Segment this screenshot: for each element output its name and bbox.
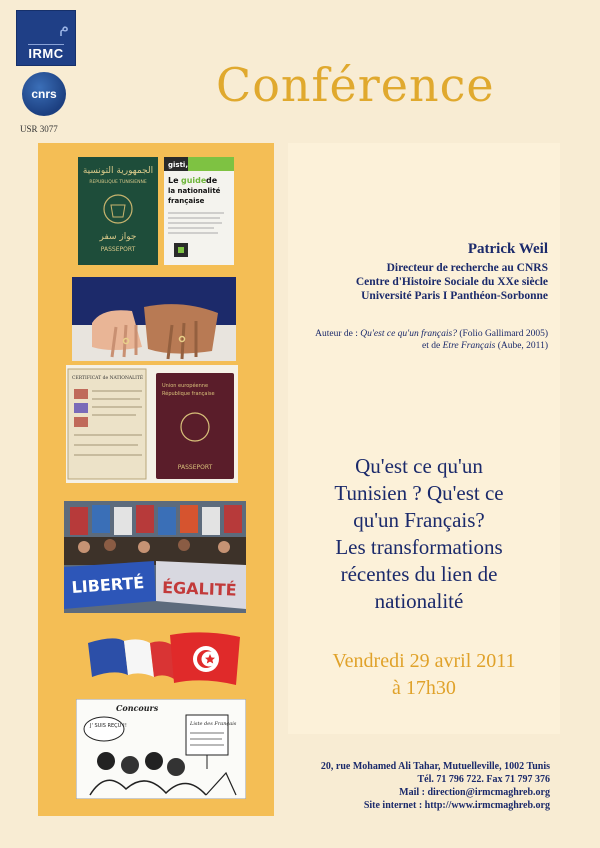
speaker-center: Centre d'Histoire Sociale du XXe siècle	[355, 276, 548, 288]
svg-text:الجمهورية التونسية: الجمهورية التونسية	[82, 166, 154, 176]
speaker-university: Université Paris I Panthéon-Sorbonne	[361, 290, 548, 302]
info-panel	[288, 143, 560, 734]
event-time: à 17h30	[392, 677, 456, 699]
irmc-logo-arabic: م	[59, 17, 69, 36]
banner-liberte: LIBERTÉ	[70, 572, 145, 597]
cnrs-logo	[22, 72, 66, 116]
nationality-guide-book-image	[164, 157, 234, 265]
fr-passport-label: PASSEPORT	[177, 464, 213, 471]
contact-info	[288, 760, 550, 812]
svg-text:la nationalité: la nationalité	[168, 187, 221, 195]
fr-passport-country: République française	[162, 391, 215, 397]
svg-text:Le: Le	[168, 176, 179, 185]
svg-text:جواز سفر: جواز سفر	[99, 232, 137, 242]
cartoon-bubble: J' SUIS REÇU !!	[90, 723, 127, 729]
speaker-name: Patrick Weil	[467, 241, 548, 257]
tn-passport-title: REPUBLIQUE TUNISIENNE	[89, 180, 147, 185]
cartoon-sign: Liste des Français	[190, 721, 237, 727]
concours-cartoon-image	[76, 699, 246, 799]
svg-text:française: française	[168, 197, 205, 205]
author-books: Auteur de : Qu'est ce qu'un français? (Folio Gallimard 2005) et de Etre Français (Aube, 2011)	[315, 329, 548, 351]
hands-with-rings-image	[72, 277, 236, 361]
irmc-logo-text: IRMC	[28, 46, 64, 61]
usr-label: USR 3077	[20, 124, 58, 134]
event-date	[288, 648, 560, 702]
certificate-title: CERTIFICAT de NATIONALITÉ	[72, 376, 144, 381]
tunisian-passport-image	[78, 157, 158, 265]
cnrs-logo-text: cnrs	[31, 87, 57, 101]
svg-text:guide: guide	[181, 176, 207, 185]
speaker-block	[288, 241, 548, 303]
fr-passport-union: Union européenne	[162, 383, 209, 389]
speaker-position: Directeur de recherche au CNRS	[386, 262, 548, 274]
contact-mail[interactable]: Mail : direction@irmcmaghreb.org	[399, 787, 550, 798]
contact-phone: Tél. 71 796 722. Fax 71 797 376	[417, 774, 550, 785]
contact-website[interactable]: Site internet : http://www.irmcmaghreb.org	[363, 800, 550, 811]
tn-passport-label: PASSEPORT	[100, 246, 136, 253]
french-tunisian-flags-image	[84, 629, 244, 689]
demonstration-photo-image	[64, 501, 246, 613]
irmc-logo	[16, 10, 76, 66]
conference-topic: Qu'est ce qu'un Tunisien ? Qu'est ce qu'un Français? Les transformations récentes du lien de nationalité	[334, 454, 504, 613]
svg-text:de: de	[206, 176, 218, 185]
page-title: Conférence	[216, 58, 495, 112]
cartoon-title: Concours	[116, 703, 159, 713]
book-title-2: Etre Français	[442, 341, 496, 351]
banner-egalite: ÉGALITÉ	[161, 578, 237, 600]
guide-publisher: gisti,	[168, 161, 188, 169]
book-title-1: Qu'est ce qu'un français?	[360, 329, 457, 339]
event-day: Vendredi 29 avril 2011	[332, 650, 516, 672]
contact-address: 20, rue Mohamed Ali Tahar, Mutuelleville, 1002 Tunis	[320, 761, 550, 772]
image-column	[38, 143, 274, 816]
certificate-and-french-passport-image	[66, 365, 238, 483]
